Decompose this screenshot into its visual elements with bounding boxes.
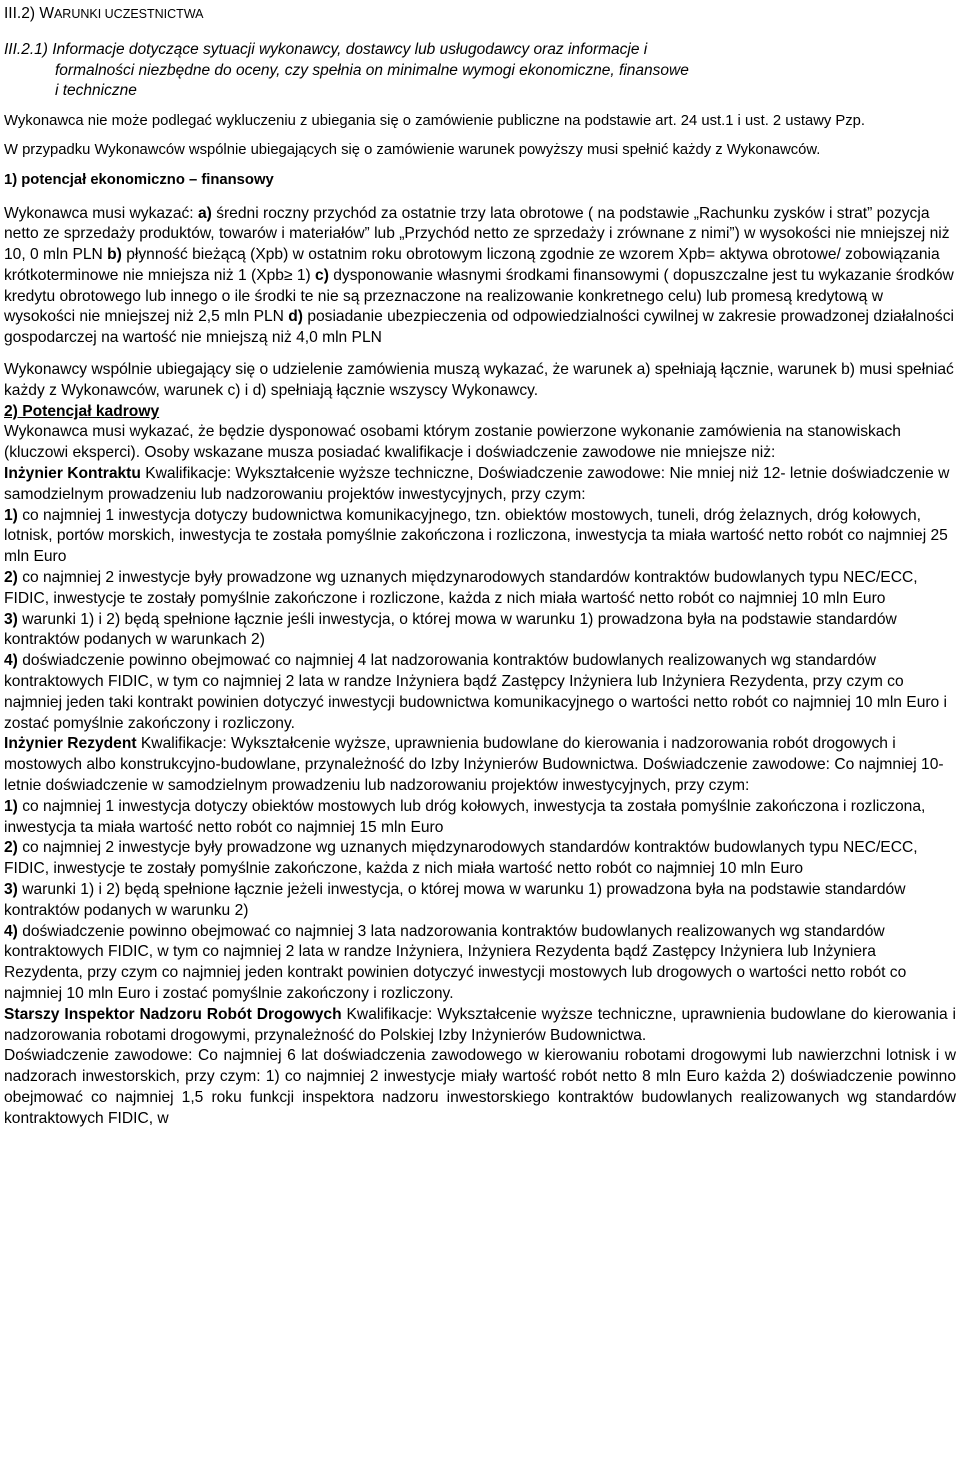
engineer-contract-item-3 [4,610,956,652]
senior-inspector-intro-text: Kwalifikacje: Wykształcenie wyższe techniczne, uprawnienia budowlane do kierowania i nadzorowania robotami drogowymi, przynależność do Polskiej Izby Inżynierów Budownictwa. [4,1005,957,1044]
subsection-title [4,40,956,102]
senior-inspector-paragraph-2: Doświadczenie zawodowe: Co najmniej 6 lat doświadczenia zawodowego w kierowaniu robotami drogowymi lub nawierzchni lotnisk i w nadzorach inwestorskich, przy czym: 1) co najmniej 2 inwestycje miały wartość robót netto 8 mln Euro każda 2) doświadczenie powinno obejmować co najmniej 1,5 roku funkcji inspektora nadzoru inwestorskiego kontraktów budowlanych realizowanych wg standardów kontraktowych FIDIC, w [4,1047,956,1127]
economic-text-e: posiadanie ubezpieczenia od odpowiedzialności cywilnej w zakresie prowadzonej działalności gospodarczej na wartość nie mniejszą niż 4,0 mln PLN [4,308,954,347]
engineer-resident-intro [4,734,956,796]
senior-inspector-intro [4,1005,956,1047]
item-text: doświadczenie powinno obejmować co najmniej 4 lat nadzorowania kontraktów budowlanych realizowanych wg standardów kontraktowych FIDIC, w tym co najmniej 2 lata w randze Inżyniera bądź Zastępcy Inżyniera lub Inżyniera Rezydenta, przy czym co najmniej jeden taki kontrakt powinien dotyczyć inwestycji budownictwa komunikacyjnego o wartości netto robót co najmniej 10 mln Euro i zostać pomyślnie zakończony i rozliczony. [4,652,948,732]
engineer-contract-item-2 [4,568,956,610]
item-label: 3) [4,881,18,898]
item-text: warunki 1) i 2) będą spełnione łącznie jeśli inwestycja, o której mowa w warunku 1) prowadzona była na podstawie standardów kontraktów podanych w warunkach 2) [4,610,897,649]
engineer-contract-item-4 [4,651,956,734]
economic-heading: 1) potencjał ekonomiczno – finansowy [4,171,274,188]
intro-paragraph-1: Wykonawca nie może podlegać wykluczeniu z ubiegania się o zamówienie publiczne na podstawie art. 24 ust.1 i ust. 2 ustawy Pzp. [4,112,866,129]
economic-text-b: średni roczny przychód za ostatnie trzy lata obrotowe ( na podstawie „Rachunku zysków i strat” pozycja netto ze sprzedaży produktów, towarów i materiałów” lub „Przychód netto ze sprzedaży i zrównane z nimi”) w wysokości nie mniejszej niż 10, 0 mln PLN [4,204,950,264]
section-heading [4,4,956,24]
economic-label-a: a) [197,204,212,222]
staff-heading: 2) Potencjał kadrowy [4,402,160,420]
engineer-contract-title: Inżynier Kontraktu [4,465,141,483]
engineer-resident-item-3 [4,880,956,922]
item-text: warunki 1) i 2) będą spełnione łącznie jeżeli inwestycja, o której mowa w warunku 1) prowadzona była na podstawie standardów kontraktów podanych w warunku 2) [4,881,906,919]
engineer-resident-intro-text: Kwalifikacje: Wykształcenie wyższe, uprawnienia budowlane do kierowania i nadzorowania robót drogowych i mostowych albo konstrukcyjno-budowlane, przynależność do Izby Inżynierów Budownictwa. Doświadczenie zawodowe: Co najmniej 10-letnie doświadczenie w samodzielnym prowadzeniu lub nadzorowaniu projektów inwestycyjnych, przy czym: [4,735,944,795]
item-label: 3) [4,610,18,628]
item-text: co najmniej 2 inwestycje były prowadzone wg uznanych międzynarodowych standardów kontraktów budowlanych typu NEC/ECC, FIDIC, inwestycje te zostały pomyślnie zakończone i rozliczone, każda z nich miała wartość netto robót co najmniej 10 mln Euro [4,569,918,607]
item-text: co najmniej 1 inwestycja dotyczy obiektów mostowych lub dróg kołowych, inwestycja ta została pomyślnie zakończona i rozliczona, inwestycja ta miała wartość netto robót co najmniej 15 mln Euro [4,797,926,836]
engineer-contract-intro-text: Kwalifikacje: Wykształcenie wyższe techniczne, Doświadczenie zawodowe: Nie mniej niż 12- letnie doświadczenie w samodzielnym prowadzeniu lub nadzorowaniu projektów inwestycyjnych, przy czym: [4,465,950,503]
economic-text-c: płynność bieżącą (Xpb) w ostatnim roku obrotowym liczoną zgodnie ze wzorem Xpb= aktywa obrotowe/ zobowiązania krótkoterminowe nie mniejsza niż 1 (Xpb≥ 1) [4,246,940,284]
engineer-resident-title: Inżynier Rezydent [4,735,137,753]
engineer-contract-item-1 [4,506,956,568]
item-text: co najmniej 2 inwestycje były prowadzone wg uznanych międzynarodowych standardów kontraktów budowlanych typu NEC/ECC, FIDIC, inwestycje te zostały pomyślnie zakończone, każda z nich miała wartość netto robót co najmniej 10 mln Euro [4,839,918,878]
engineer-resident-item-2 [4,838,956,880]
intro-paragraph-2: W przypadku Wykonawców wspólnie ubiegających się o zamówienie warunek powyższy musi spełnić każdy z Wykonawców. [4,142,821,158]
economic-paragraph-2: Wykonawcy wspólnie ubiegający się o udzielenie zamówienia muszą wykazać, że warunek a) spełniają łącznie, warunek b) musi spełniać każdy z Wykonawców, warunek c) i d) spełniają łącznie wszyscy Wykonawcy. [4,361,954,399]
economic-label-b: b) [107,246,122,264]
item-label: 1) [4,506,18,524]
item-label: 2) [4,569,18,587]
subsection-title-line2: formalności niezbędne do oceny, czy spełnia on minimalne wymogi ekonomiczne, finansowe [55,61,689,79]
item-label: 4) [4,652,18,670]
section-heading-smallcaps: ARUNKI UCZESTNICTWA [53,7,204,21]
staff-paragraph-1: Wykonawca musi wykazać, że będzie dysponować osobami którym zostanie powierzone wykonanie zamówienia na stanowiskach (kluczowi eksperci). Osoby wskazane musza posiadać kwalifikacje i doświadczenie zawodowe nie mniejsze niż: [4,423,901,462]
item-text: co najmniej 1 inwestycja dotyczy budownictwa komunikacyjnego, tzn. obiektów mostowych, tuneli, dróg żelaznych, dróg kołowych, lotnisk, portów morskich, inwestycja te została pomyślnie zakończona i rozliczona, inwestycja ta miała wartość netto robót co najmniej 25 mln Euro [4,506,948,566]
economic-text-d: dysponowanie własnymi środkami finansowymi ( dopuszczalne jest tu wykazanie środków kredytu obrotowego lub innego o ile środki te nie są przeznaczone na realizowanie konkretnego celu) lub promesą kredytową w wysokości nie mniejszej niż 2,5 mln PLN [4,266,954,326]
engineer-contract-intro [4,464,956,506]
section-heading-prefix: III.2) W [4,5,54,22]
engineer-resident-item-1 [4,797,956,839]
economic-label-d: d) [288,308,303,326]
economic-paragraph-1 [4,204,956,350]
economic-text-a: Wykonawca musi wykazać: [4,204,198,222]
subsection-title-line3: i techniczne [55,82,137,99]
item-label: 2) [4,839,18,857]
item-label: 1) [4,797,18,815]
item-text: doświadczenie powinno obejmować co najmniej 3 lata nadzorowania kontraktów budowlanych realizowanych wg standardów kontraktowych FIDIC, w tym co najmniej 2 lata w randze Inżyniera, Inżyniera Rezydenta bądź Zastępcy Inżyniera lub Inżyniera Rezydenta, przy czym co najmniej jeden kontrakt powinien dotyczyć inwestycji mostowych lub drogowych o wartości netto robót co najmniej 10 mln Euro i zostać pomyślnie zakończony i rozliczony. [4,922,907,1002]
subsection-title-line1: III.2.1) Informacje dotyczące sytuacji wykonawcy, dostawcy lub usługodawcy oraz informacje i [4,41,648,58]
senior-inspector-title: Starszy Inspektor Nadzoru Robót Drogowych [4,1005,342,1023]
item-label: 4) [4,922,18,940]
engineer-resident-item-4 [4,922,956,1005]
economic-label-c: c) [315,266,329,284]
